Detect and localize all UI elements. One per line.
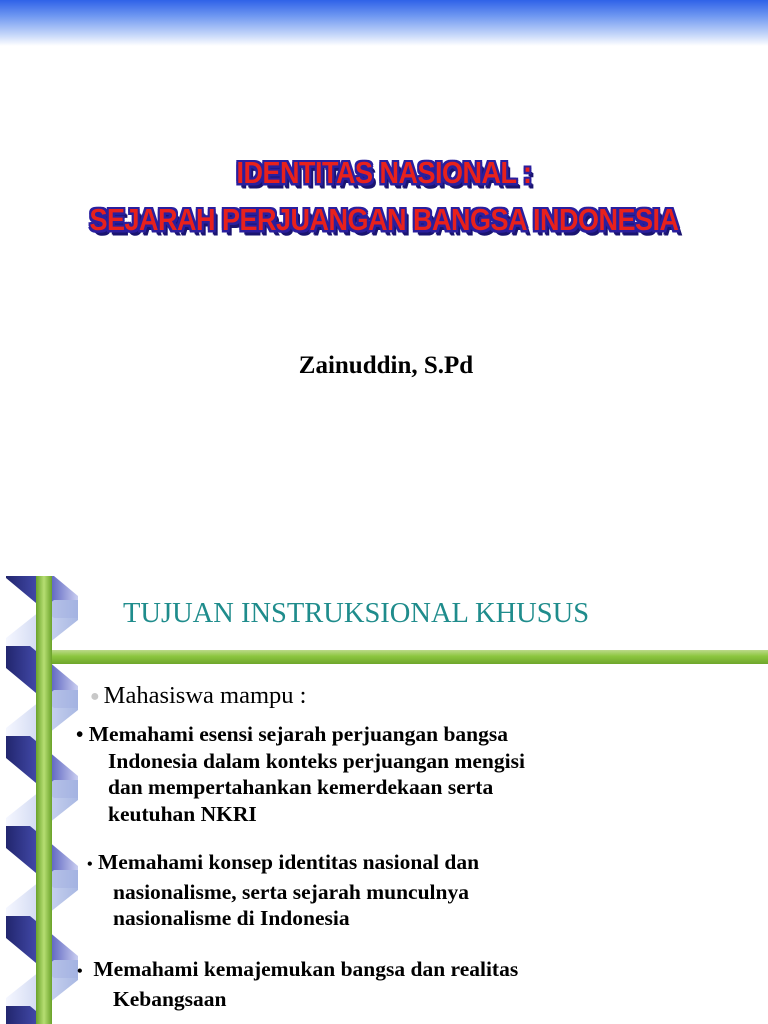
bullet-icon: • [77, 963, 83, 980]
objective-text: Memahami esensi sejarah perjuangan bangsa [88, 722, 508, 746]
slide-title-line-2: SEJARAH PERJUANGAN BANGSA INDONESIA [89, 203, 679, 237]
objective-item-1 [76, 721, 525, 827]
objectives-slide [0, 576, 768, 1024]
bullet-dot-icon: ● [90, 688, 100, 706]
author-name: Zainuddin, S.Pd [298, 352, 474, 379]
objective-line [87, 849, 479, 879]
intro-label: Mahasiswa mampu : [103, 682, 307, 709]
objective-line [77, 956, 518, 986]
slide-heading: TUJUAN INSTRUKSIONAL KHUSUS [123, 598, 590, 629]
objective-line: nasionalisme di Indonesia [113, 906, 350, 930]
helix-decoration [0, 576, 82, 1024]
slide-title-line-1: IDENTITAS NASIONAL : [236, 156, 532, 190]
objective-item-2 [87, 849, 479, 932]
objective-line: keutuhan NKRI [108, 801, 257, 826]
objective-text: Memahami konsep identitas nasional dan [97, 850, 480, 874]
accent-divider-bar [52, 650, 768, 664]
objective-text: Memahami kemajemukan bangsa dan realitas [93, 957, 519, 981]
objective-line: dan mempertahankan kemerdekaan serta [108, 775, 494, 799]
intro-text [90, 682, 306, 710]
objective-line: Kebangsaan [113, 986, 227, 1011]
top-gradient-band [0, 0, 768, 46]
objective-line: nasionalisme, serta sejarah munculnya [113, 879, 469, 904]
objective-item-3 [77, 956, 518, 1012]
objective-line [76, 721, 525, 748]
objective-line: Indonesia dalam konteks perjuangan mengisi [108, 748, 525, 773]
bullet-icon: • [87, 856, 93, 873]
bullet-icon: • [76, 722, 84, 746]
